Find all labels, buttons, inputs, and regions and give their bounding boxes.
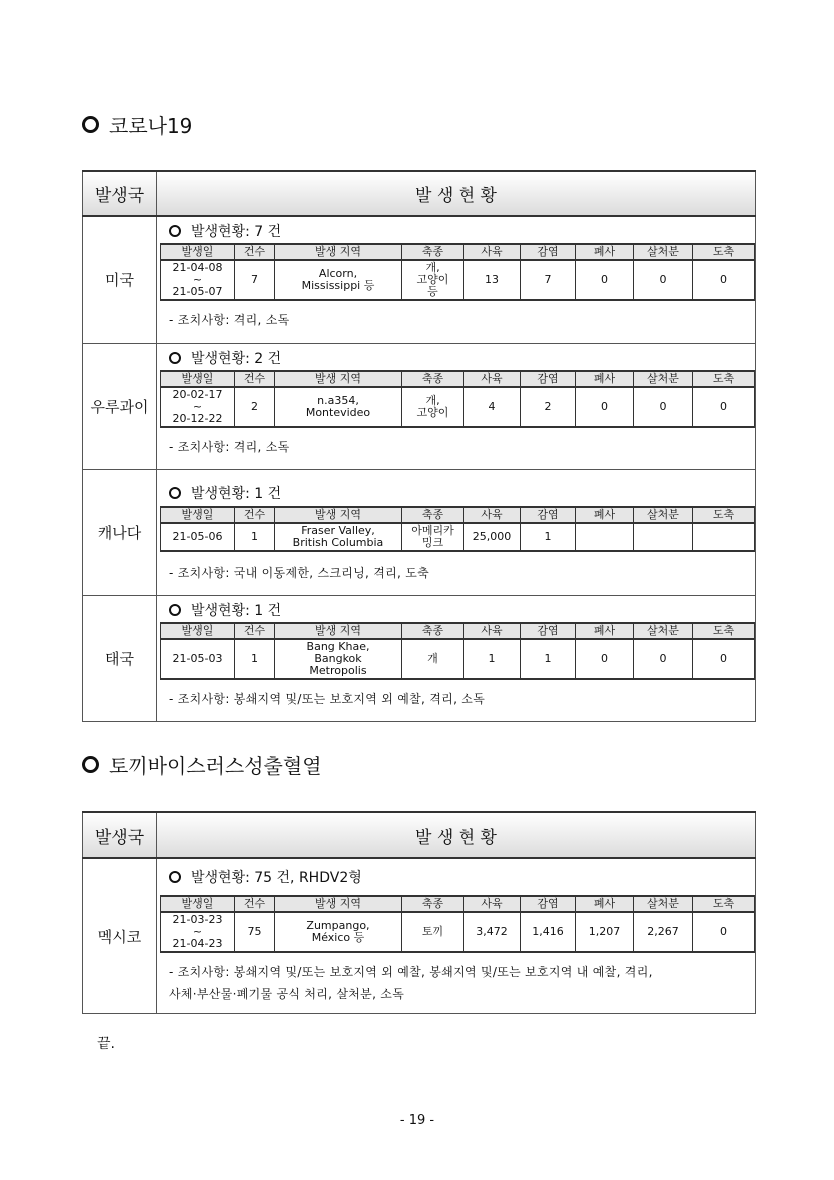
cell-slaughtered: 0 — [693, 387, 755, 427]
col-raised: 사육 — [464, 507, 521, 523]
circle-bullet-icon — [169, 604, 181, 616]
cell-region: Zumpango, México 등 — [275, 912, 402, 952]
section-title-covid — [82, 110, 192, 139]
col-infected: 감염 — [521, 244, 576, 260]
cell-culled: 0 — [634, 639, 693, 679]
status-line: 발생현황: 75 건, RHDV2형 — [157, 859, 755, 889]
status-line: 발생현황: 1 건 — [157, 596, 755, 622]
col-dead: 폐사 — [576, 244, 634, 260]
cell-count: 75 — [235, 912, 275, 952]
col-slaughtered: 도축 — [693, 371, 755, 387]
section-title-text: 코로나19 — [109, 114, 193, 138]
cell-dead — [576, 523, 634, 551]
cell-infected: 7 — [521, 260, 576, 300]
country-row-mexico — [83, 858, 756, 1014]
outbreak-detail-table — [160, 622, 755, 680]
col-infected: 감염 — [521, 507, 576, 523]
cell-species: 아메리카 밍크 — [402, 523, 464, 551]
cell-region: n.a354, Montevideo — [275, 387, 402, 427]
status-line: 발생현황: 7 건 — [157, 217, 755, 243]
col-dead: 폐사 — [576, 371, 634, 387]
cell-culled — [634, 523, 693, 551]
cell-raised: 25,000 — [464, 523, 521, 551]
circle-bullet-icon — [169, 871, 181, 883]
cell-raised: 13 — [464, 260, 521, 300]
table-row — [161, 260, 755, 300]
col-region: 발생 지역 — [275, 244, 402, 260]
outbreak-detail-table — [160, 506, 755, 552]
col-date: 발생일 — [161, 244, 235, 260]
col-date: 발생일 — [161, 371, 235, 387]
end-mark: 끝. — [97, 1036, 115, 1052]
covid-outbreak-table — [82, 170, 756, 722]
country-row-usa — [83, 216, 756, 343]
cell-infected: 2 — [521, 387, 576, 427]
col-region: 발생 지역 — [275, 507, 402, 523]
cell-slaughtered — [693, 523, 755, 551]
col-date: 발생일 — [161, 623, 235, 639]
col-species: 축종 — [402, 244, 464, 260]
cell-date: 21-03-23 ~ 21-04-23 — [161, 912, 235, 952]
col-count: 건수 — [235, 896, 275, 912]
col-infected: 감염 — [521, 623, 576, 639]
col-culled: 살처분 — [634, 371, 693, 387]
cell-slaughtered: 0 — [693, 260, 755, 300]
circle-bullet-icon — [169, 487, 181, 499]
col-raised: 사육 — [464, 371, 521, 387]
col-dead: 폐사 — [576, 623, 634, 639]
col-species: 축종 — [402, 896, 464, 912]
cell-count: 1 — [235, 523, 275, 551]
cell-infected: 1 — [521, 523, 576, 551]
col-slaughtered: 도축 — [693, 623, 755, 639]
col-culled: 살처분 — [634, 507, 693, 523]
circle-bullet-icon — [82, 116, 99, 133]
col-slaughtered: 도축 — [693, 244, 755, 260]
col-region: 발생 지역 — [275, 371, 402, 387]
col-dead: 폐사 — [576, 896, 634, 912]
status-line: 발생현황: 2 건 — [157, 344, 755, 370]
cell-culled: 2,267 — [634, 912, 693, 952]
cell-species: 개, 고양이 — [402, 387, 464, 427]
header-country: 발생국 — [83, 171, 157, 216]
circle-bullet-icon — [82, 756, 99, 773]
cell-species: 개 — [402, 639, 464, 679]
cell-species: 개, 고양이 등 — [402, 260, 464, 300]
country-detail — [157, 216, 756, 343]
col-raised: 사육 — [464, 896, 521, 912]
cell-slaughtered: 0 — [693, 912, 755, 952]
cell-date: 21-04-08 ~ 21-05-07 — [161, 260, 235, 300]
country-name: 태국 — [83, 595, 157, 721]
cell-dead: 0 — [576, 260, 634, 300]
col-date: 발생일 — [161, 507, 235, 523]
country-name: 캐나다 — [83, 469, 157, 595]
country-row-thailand — [83, 595, 756, 721]
header-status: 발 생 현 황 — [157, 812, 756, 858]
col-count: 건수 — [235, 623, 275, 639]
measures-text: - 조치사항: 국내 이동제한, 스크리닝, 격리, 도축 — [169, 565, 430, 580]
cell-date: 20-02-17 ~ 20-12-22 — [161, 387, 235, 427]
col-species: 축종 — [402, 507, 464, 523]
cell-infected: 1,416 — [521, 912, 576, 952]
cell-raised: 1 — [464, 639, 521, 679]
country-detail — [157, 469, 756, 595]
col-infected: 감염 — [521, 896, 576, 912]
col-region: 발생 지역 — [275, 896, 402, 912]
section-title-rhd — [82, 750, 322, 779]
col-count: 건수 — [235, 371, 275, 387]
col-region: 발생 지역 — [275, 623, 402, 639]
cell-count: 2 — [235, 387, 275, 427]
measures-text: - 조치사항: 봉쇄지역 및/또는 보호지역 외 예찰, 격리, 소독 — [169, 691, 486, 706]
country-detail — [157, 343, 756, 469]
table-row — [161, 639, 755, 679]
col-date: 발생일 — [161, 896, 235, 912]
cell-region: Fraser Valley, British Columbia — [275, 523, 402, 551]
cell-region: Alcorn, Mississippi 등 — [275, 260, 402, 300]
col-slaughtered: 도축 — [693, 896, 755, 912]
header-country: 발생국 — [83, 812, 157, 858]
section-title-text: 토끼바이스러스성출혈열 — [109, 754, 322, 778]
col-slaughtered: 도축 — [693, 507, 755, 523]
cell-culled: 0 — [634, 387, 693, 427]
outbreak-detail-table — [160, 243, 755, 301]
cell-infected: 1 — [521, 639, 576, 679]
circle-bullet-icon — [169, 225, 181, 237]
table-row — [161, 523, 755, 551]
col-culled: 살처분 — [634, 896, 693, 912]
measures-text: - 조치사항: 격리, 소독 — [169, 313, 290, 327]
col-raised: 사육 — [464, 244, 521, 260]
country-row-canada — [83, 469, 756, 595]
cell-date: 21-05-06 — [161, 523, 235, 551]
status-line: 발생현황: 1 건 — [157, 470, 755, 506]
country-detail — [157, 595, 756, 721]
col-species: 축종 — [402, 623, 464, 639]
col-infected: 감염 — [521, 371, 576, 387]
table-row — [161, 387, 755, 427]
col-dead: 폐사 — [576, 507, 634, 523]
cell-date: 21-05-03 — [161, 639, 235, 679]
circle-bullet-icon — [169, 352, 181, 364]
cell-dead: 0 — [576, 639, 634, 679]
country-name: 멕시코 — [83, 858, 157, 1014]
col-count: 건수 — [235, 507, 275, 523]
col-species: 축종 — [402, 371, 464, 387]
cell-region: Bang Khae, Bangkok Metropolis — [275, 639, 402, 679]
cell-culled: 0 — [634, 260, 693, 300]
cell-dead: 0 — [576, 387, 634, 427]
outbreak-detail-table — [160, 370, 755, 428]
cell-dead: 1,207 — [576, 912, 634, 952]
rhd-outbreak-table — [82, 811, 756, 1014]
cell-count: 7 — [235, 260, 275, 300]
cell-slaughtered: 0 — [693, 639, 755, 679]
cell-raised: 3,472 — [464, 912, 521, 952]
header-status: 발 생 현 황 — [157, 171, 756, 216]
cell-species: 토끼 — [402, 912, 464, 952]
country-name: 우루과이 — [83, 343, 157, 469]
col-culled: 살처분 — [634, 623, 693, 639]
outbreak-detail-table — [160, 895, 755, 953]
measures-text: - 조치사항: 봉쇄지역 및/또는 보호지역 외 예찰, 봉쇄지역 및/또는 보호지역 내 예찰, 격리, 사체·부산물·폐기물 공식 처리, 살처분, 소독 — [169, 965, 653, 1001]
country-row-uruguay — [83, 343, 756, 469]
table-row — [161, 912, 755, 952]
col-culled: 살처분 — [634, 244, 693, 260]
col-raised: 사육 — [464, 623, 521, 639]
country-detail — [157, 858, 756, 1014]
col-count: 건수 — [235, 244, 275, 260]
cell-count: 1 — [235, 639, 275, 679]
page-number: - 19 - — [399, 1113, 435, 1128]
country-name: 미국 — [83, 216, 157, 343]
cell-raised: 4 — [464, 387, 521, 427]
measures-text: - 조치사항: 격리, 소독 — [169, 439, 290, 454]
